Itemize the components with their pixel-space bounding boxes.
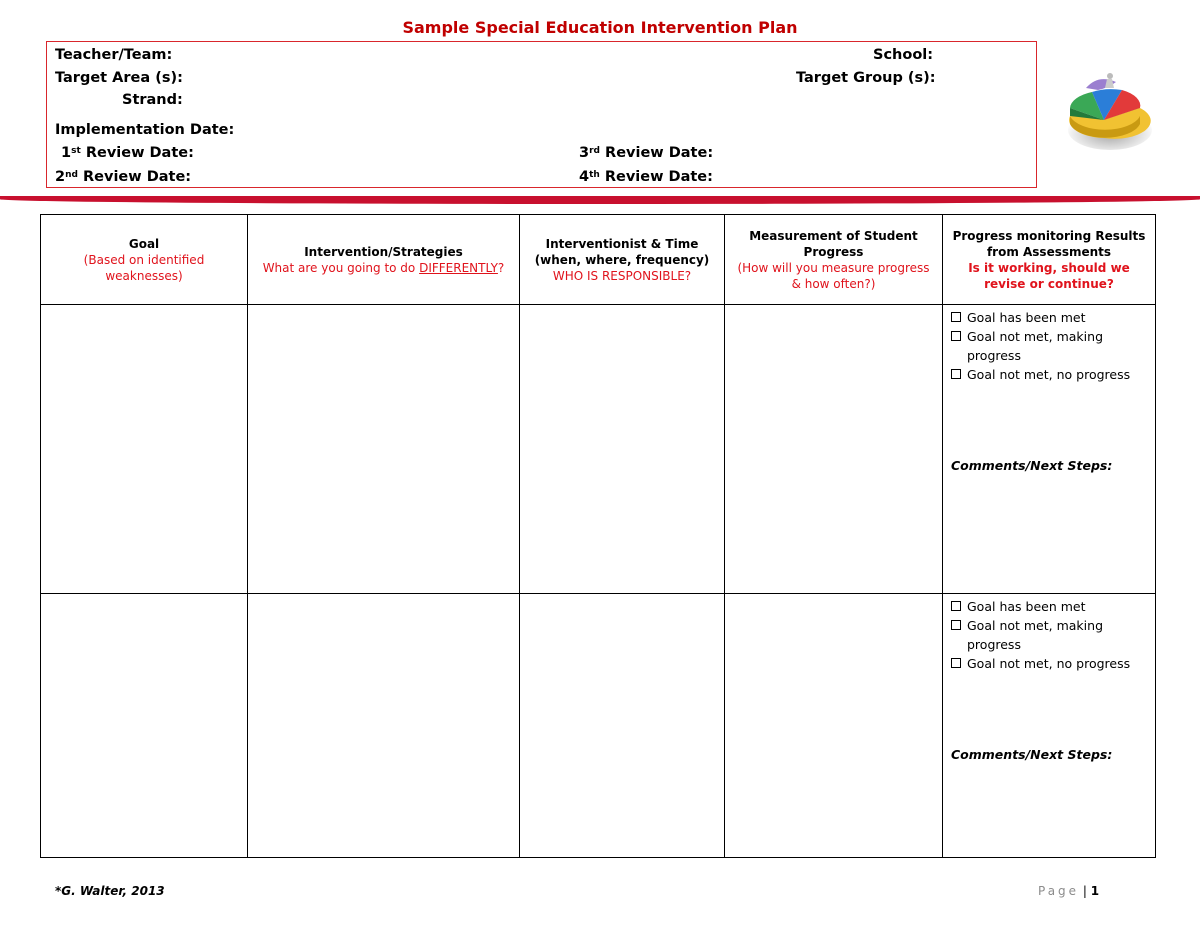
option-label: Goal not met, no progress [967, 367, 1131, 382]
review-3-num: 3 [579, 145, 590, 161]
implementation-date-label: Implementation Date: [55, 122, 235, 138]
interventionist-header-title2: (when, where, frequency) [534, 252, 710, 267]
document-title: Sample Special Education Intervention Plan [402, 18, 798, 37]
measurement-header-title: Measurement of Student Progress [749, 228, 918, 259]
checkbox-icon[interactable] [951, 312, 961, 322]
page-number: 1 [1090, 884, 1100, 898]
goal-cell[interactable] [41, 594, 248, 858]
teacher-team-label: Teacher/Team: [55, 47, 173, 63]
review-date-3-label [579, 144, 713, 162]
comments-label: Comments/Next Steps: [951, 747, 1113, 762]
checkbox-icon[interactable] [951, 601, 961, 611]
checkbox-icon[interactable] [951, 369, 961, 379]
option-label: Goal has been met [967, 310, 1086, 325]
review-3-text: Review Date: [599, 145, 714, 161]
page-separator: | [1079, 884, 1091, 898]
footer-author: *G. Walter, 2013 [55, 884, 165, 898]
checkbox-icon[interactable] [951, 331, 961, 341]
measurement-cell[interactable] [725, 305, 943, 594]
checkbox-icon[interactable] [951, 658, 961, 668]
goal-header-title: Goal [128, 236, 160, 251]
target-area-label: Target Area (s): [55, 70, 183, 86]
table-header-row [41, 215, 1156, 305]
option-goal-no-progress[interactable] [951, 365, 1147, 384]
progress-header-title: Progress monitoring Results from Assessments [952, 228, 1146, 259]
intervention-sub-post: ? [497, 260, 505, 275]
column-header-goal [41, 215, 248, 305]
review-4-text: Review Date: [599, 169, 713, 185]
progress-cell [943, 594, 1156, 858]
option-label: Goal not met, making progress [967, 329, 1104, 363]
table-row [41, 305, 1156, 594]
review-1-suffix: st [71, 146, 81, 156]
interventionist-header-title: Interventionist & Time [545, 236, 699, 251]
page-word: Page [1038, 884, 1080, 898]
review-4-num: 4 [579, 169, 590, 185]
option-goal-met[interactable] [951, 597, 1147, 616]
header-info-box [46, 41, 1037, 188]
review-3-suffix: rd [589, 146, 600, 156]
table-row [41, 594, 1156, 858]
strand-label: Strand: [122, 92, 183, 108]
header-divider-bar [0, 196, 1200, 204]
progress-header-subtitle: Is it working, should we revise or continue? [968, 260, 1130, 291]
option-goal-progress[interactable] [951, 616, 1147, 654]
intervention-header-title: Intervention/Strategies [304, 244, 463, 259]
review-date-2-label [55, 168, 191, 186]
intervention-cell[interactable] [248, 305, 520, 594]
column-header-progress [943, 215, 1156, 305]
measurement-cell[interactable] [725, 594, 943, 858]
option-label: Goal not met, making progress [967, 618, 1104, 652]
intervention-header-subtitle [254, 260, 513, 276]
option-goal-no-progress[interactable] [951, 654, 1147, 673]
intervention-plan-table [40, 214, 1156, 858]
pie-chart-logo-icon [1064, 68, 1152, 154]
intervention-sub-emphasis: DIFFERENTLY [419, 260, 498, 275]
option-label: Goal has been met [967, 599, 1086, 614]
column-header-intervention [248, 215, 520, 305]
page-number-footer [1038, 884, 1099, 898]
review-2-num: 2 [55, 169, 66, 185]
option-goal-met[interactable] [951, 308, 1147, 327]
review-2-text: Review Date: [77, 169, 192, 185]
progress-cell [943, 305, 1156, 594]
review-1-num: 1 [61, 145, 72, 161]
goal-cell[interactable] [41, 305, 248, 594]
option-goal-progress[interactable] [951, 327, 1147, 365]
interventionist-cell[interactable] [520, 594, 725, 858]
comments-label: Comments/Next Steps: [951, 458, 1113, 473]
goal-header-subtitle: (Based on identified weaknesses) [83, 252, 205, 283]
option-label: Goal not met, no progress [967, 656, 1131, 671]
review-date-4-label [579, 168, 713, 186]
column-header-measurement [725, 215, 943, 305]
review-1-text: Review Date: [80, 145, 194, 161]
intervention-cell[interactable] [248, 594, 520, 858]
interventionist-cell[interactable] [520, 305, 725, 594]
target-group-label: Target Group (s): [796, 70, 936, 86]
checkbox-icon[interactable] [951, 620, 961, 630]
interventionist-header-subtitle: WHO IS RESPONSIBLE? [552, 268, 692, 283]
review-4-suffix: th [589, 170, 600, 180]
intervention-sub-pre: What are you going to do [262, 260, 420, 275]
measurement-header-subtitle: (How will you measure progress & how often?) [737, 260, 930, 291]
school-label: School: [873, 47, 934, 63]
review-2-suffix: nd [65, 170, 78, 180]
column-header-interventionist [520, 215, 725, 305]
review-date-1-label [61, 144, 194, 162]
